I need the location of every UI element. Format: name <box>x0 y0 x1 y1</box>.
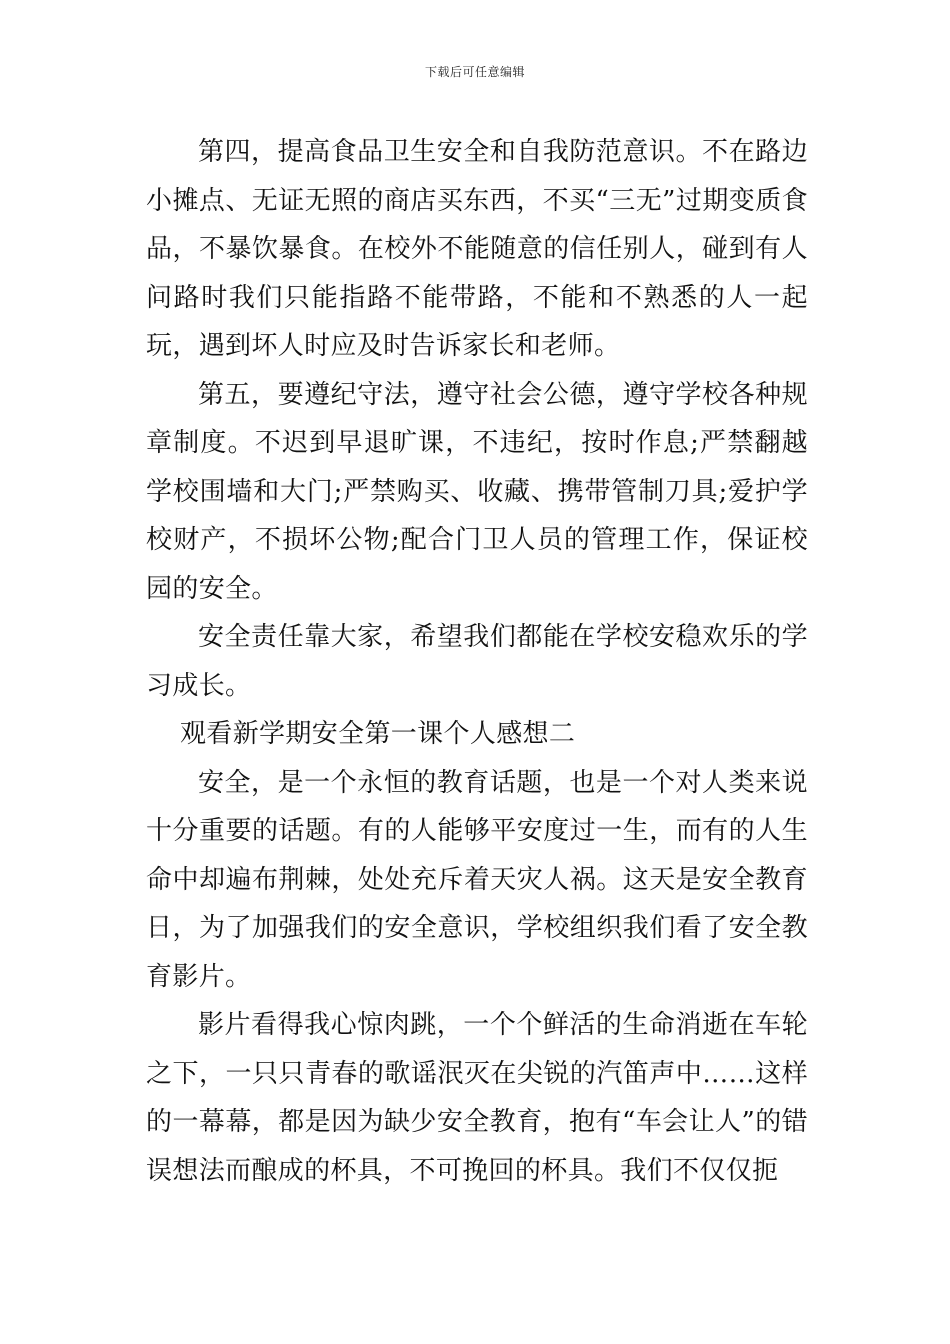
paragraph-safety-intro: 安全，是一个永恒的教育话题，也是一个对人类来说十分重要的话题。有的人能够平安度过一生，而有的人生命中却遍布荆棘，处处充斥着天灾人祸。这天是安全教育日，为了加强我们的安全意识，学校组织我们看了安全教育影片。 <box>146 767 808 992</box>
paragraph-fourth-point: 第四，提高食品卫生安全和自我防范意识。不在路边小摊点、无证无照的商店买东西，不买“三无”过期变质食品，不暴饮暴食。在校外不能随意的信任别人，碰到有人问路时我们只能指路不能带路，不能和不熟悉的人一起玩，遇到坏人时应及时告诉家长和老师。 <box>146 137 808 361</box>
paragraph-closing: 安全责任靠大家，希望我们都能在学校安稳欢乐的学习成长。 <box>146 622 808 701</box>
document-body <box>146 128 808 1195</box>
paragraph-fifth-point: 第五，要遵纪守法，遵守社会公德，遵守学校各种规章制度。不迟到早退旷课，不违纪，按时作息;严禁翻越学校围墙和大门;严禁购买、收藏、携带管制刀具;爱护学校财产，不损坏公物;配合门卫人员的管理工作，保证校园的安全。 <box>146 379 808 604</box>
section-heading: 观看新学期安全第一课个人感想二 <box>180 719 576 749</box>
page-header: 下载后可任意编辑 <box>424 65 525 79</box>
paragraph-film-reflection: 影片看得我心惊肉跳，一个个鲜活的生命消逝在车轮之下，一只只青春的歌谣泯灭在尖锐的汽笛声中……这样的一幕幕，都是因为缺少安全教育，抱有“车会让人”的错误想法而酿成的杯具，不可挽回的杯具。我们不仅仅扼 <box>146 1010 808 1186</box>
